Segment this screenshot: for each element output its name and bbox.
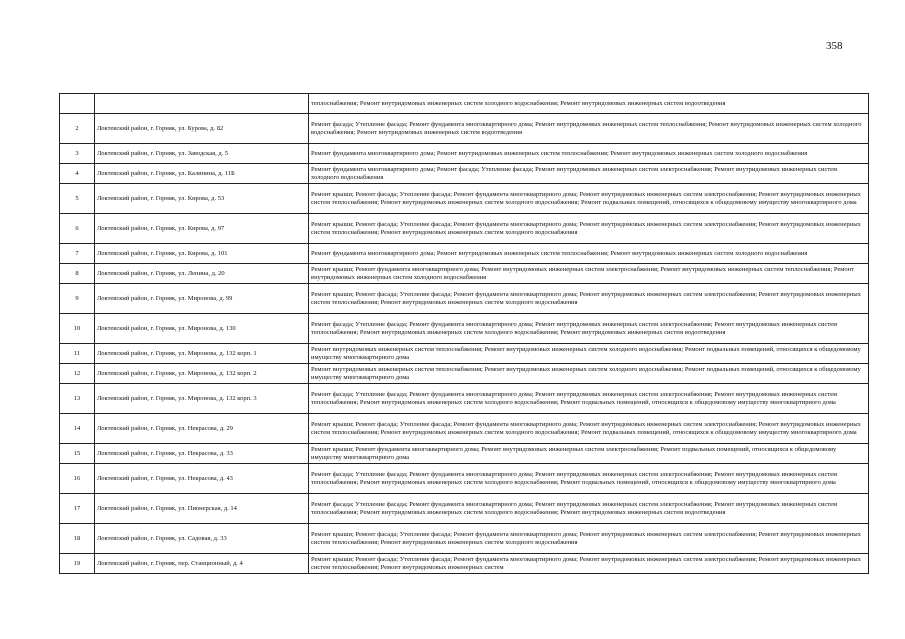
row-works: Ремонт фасада; Утепление фасада; Ремонт фундамента многоквартирного дома; Ремонт внутридомовых инженерных систем электроснабжения; Ремонт внутридомовых инженерных систем теплоснабжения; Ремонт внутридомовых инженерных систем холодного водоснабжения; Ремонт внутридомовых инженерных систем водоотведения [309, 494, 869, 524]
row-number: 2 [60, 114, 95, 144]
table-row [60, 314, 869, 344]
row-works: Ремонт крыши; Ремонт фасада; Утепление фасада; Ремонт фундамента многоквартирного дома; Ремонт внутридомовых инженерных систем электроснабжения; Ремонт внутридомовых инженерных систем теплоснабжения; Ремонт внутридомовых инженерных систем холодного водоснабжения; Ремонт подвальных помещений, относящихся к общедомовому имуществу многоквартирного дома [309, 414, 869, 444]
row-works: Ремонт крыши; Ремонт фасада; Утепление фасада; Ремонт фундамента многоквартирного дома; Ремонт внутридомовых инженерных систем электроснабжения; Ремонт внутридомовых инженерных систем теплоснабжения; Ремонт внутридомовых инженерных систем холодного водоснабжения; Ремонт подвальных помещений, относящихся к общедомовому имуществу многоквартирного дома [309, 184, 869, 214]
row-number: 17 [60, 494, 95, 524]
row-number [60, 94, 95, 114]
row-address: Локтевский район, г. Горняк, ул. Миронова, д. 132 корп. 3 [95, 384, 309, 414]
table-row [60, 164, 869, 184]
row-address: Локтевский район, г. Горняк, ул. Пионерская, д. 14 [95, 494, 309, 524]
row-works: Ремонт крыши; Ремонт фундамента многоквартирного дома; Ремонт внутридомовых инженерных систем электроснабжения; Ремонт подвальных помещений, относящихся к общедомовому имуществу многоквартирного дома [309, 444, 869, 464]
table-row [60, 284, 869, 314]
row-works: Ремонт крыши; Ремонт фасада; Утепление фасада; Ремонт фундамента многоквартирного дома; Ремонт внутридомовых инженерных систем электроснабжения; Ремонт внутридомовых инженерных систем теплоснабжения; Ремонт внутридомовых инженерных систем холодного водоснабжения [309, 214, 869, 244]
row-number: 4 [60, 164, 95, 184]
row-address: Локтевский район, г. Горняк, ул. Миронова, д. 130 [95, 314, 309, 344]
row-address: Локтевский район, г. Горняк, ул. Миронова, д. 132 корп. 2 [95, 364, 309, 384]
row-number: 8 [60, 264, 95, 284]
row-number: 10 [60, 314, 95, 344]
row-address: Локтевский район, г. Горняк, ул. Ленина, д. 20 [95, 264, 309, 284]
row-works: теплоснабжения; Ремонт внутридомовых инженерных систем холодного водоснабжения; Ремонт внутридомовых инженерных систем водоотведения [309, 94, 869, 114]
table-row [60, 444, 869, 464]
row-address: Локтевский район, г. Горняк, пер. Станционный, д. 4 [95, 554, 309, 574]
row-number: 5 [60, 184, 95, 214]
row-works: Ремонт фасада; Утепление фасада; Ремонт фундамента многоквартирного дома; Ремонт внутридомовых инженерных систем электроснабжения; Ремонт внутридомовых инженерных систем теплоснабжения; Ремонт внутридомовых инженерных систем холодного водоснабжения; Ремонт подвальных помещений, относящихся к общедомовому имуществу многоквартирного дома [309, 384, 869, 414]
row-works: Ремонт внутридомовых инженерных систем теплоснабжения; Ремонт внутридомовых инженерных систем холодного водоснабжения; Ремонт подвальных помещений, относящихся к общедомовому имуществу многоквартирного дома [309, 344, 869, 364]
table-row [60, 524, 869, 554]
row-number: 12 [60, 364, 95, 384]
row-works: Ремонт крыши; Ремонт фасада; Утепление фасада; Ремонт фундамента многоквартирного дома; Ремонт внутридомовых инженерных систем электроснабжения; Ремонт внутридомовых инженерных систем теплоснабжения; Ремонт внутридомовых инженерных систем холодного водоснабжения [309, 524, 869, 554]
row-works: Ремонт фасада; Утепление фасада; Ремонт фундамента многоквартирного дома; Ремонт внутридомовых инженерных систем электроснабжения; Ремонт внутридомовых инженерных систем теплоснабжения; Ремонт внутридомовых инженерных систем холодного водоснабжения; Ремонт подвальных помещений, относящихся к общедомовому имуществу многоквартирного дома [309, 464, 869, 494]
table-row [60, 384, 869, 414]
row-address: Локтевский район, г. Горняк, ул. Миронова, д. 99 [95, 284, 309, 314]
row-number: 18 [60, 524, 95, 554]
row-works: Ремонт фундамента многоквартирного дома; Ремонт внутридомовых инженерных систем теплоснабжения; Ремонт внутридомовых инженерных систем холодного водоснабжения [309, 144, 869, 164]
row-number: 15 [60, 444, 95, 464]
row-works: Ремонт крыши; Ремонт фундамента многоквартирного дома; Ремонт внутридомовых инженерных систем электроснабжения; Ремонт внутридомовых инженерных систем теплоснабжения; Ремонт внутридомовых инженерных систем холодного водоснабжения [309, 264, 869, 284]
row-number: 7 [60, 244, 95, 264]
row-address: Локтевский район, г. Горняк, ул. Кирова, д. 101 [95, 244, 309, 264]
table-row [60, 94, 869, 114]
table-row [60, 344, 869, 364]
row-number: 9 [60, 284, 95, 314]
table-row [60, 414, 869, 444]
table-row [60, 214, 869, 244]
row-works: Ремонт фундамента многоквартирного дома; Ремонт фасада; Утепление фасада; Ремонт внутридомовых инженерных систем электроснабжения; Ремонт внутридомовых инженерных систем холодного водоснабжения [309, 164, 869, 184]
table-row [60, 554, 869, 574]
row-works: Ремонт фасада; Утепление фасада; Ремонт фундамента многоквартирного дома; Ремонт внутридомовых инженерных систем теплоснабжения; Ремонт внутридомовых инженерных систем холодного водоснабжения; Ремонт внутридомовых инженерных систем водоотведения [309, 114, 869, 144]
table-row [60, 264, 869, 284]
page-number: 358 [826, 40, 843, 52]
row-works: Ремонт крыши; Ремонт фасада; Утепление фасада; Ремонт фундамента многоквартирного дома; Ремонт внутридомовых инженерных систем электроснабжения; Ремонт внутридомовых инженерных систем теплоснабжения; Ремонт внутридомовых инженерных систем холодного водоснабжения [309, 284, 869, 314]
row-number: 13 [60, 384, 95, 414]
row-works: Ремонт фундамента многоквартирного дома; Ремонт внутридомовых инженерных систем теплоснабжения; Ремонт внутридомовых инженерных систем холодного водоснабжения [309, 244, 869, 264]
row-works: Ремонт крыши; Ремонт фасада; Утепление фасада; Ремонт фундамента многоквартирного дома; Ремонт внутридомовых инженерных систем электроснабжения; Ремонт внутридомовых инженерных систем теплоснабжения; Ремонт внутридомовых инженерных систем [309, 554, 869, 574]
row-address: Локтевский район, г. Горняк, ул. Некрасова, д. 33 [95, 444, 309, 464]
table-row [60, 494, 869, 524]
table-row [60, 114, 869, 144]
table-row [60, 184, 869, 214]
row-address: Локтевский район, г. Горняк, ул. Садовая, д. 33 [95, 524, 309, 554]
row-address: Локтевский район, г. Горняк, ул. Некрасова, д. 29 [95, 414, 309, 444]
row-number: 11 [60, 344, 95, 364]
row-number: 3 [60, 144, 95, 164]
works-table [59, 93, 869, 574]
row-works: Ремонт фасада; Утепление фасада; Ремонт фундамента многоквартирного дома; Ремонт внутридомовых инженерных систем электроснабжения; Ремонт внутридомовых инженерных систем теплоснабжения; Ремонт внутридомовых инженерных систем холодного водоснабжения; Ремонт внутридомовых инженерных систем водоотведения [309, 314, 869, 344]
works-table-body [60, 94, 869, 574]
row-works: Ремонт внутридомовых инженерных систем теплоснабжения; Ремонт внутридомовых инженерных систем холодного водоснабжения; Ремонт подвальных помещений, относящихся к общедомовому имуществу многоквартирного дома [309, 364, 869, 384]
row-number: 16 [60, 464, 95, 494]
table-row [60, 464, 869, 494]
row-address: Локтевский район, г. Горняк, ул. Кирова, д. 97 [95, 214, 309, 244]
row-address: Локтевский район, г. Горняк, ул. Калинина, д. 11Б [95, 164, 309, 184]
row-address: Локтевский район, г. Горняк, ул. Кирова, д. 53 [95, 184, 309, 214]
row-address: Локтевский район, г. Горняк, ул. Бурова, д. 82 [95, 114, 309, 144]
table-row [60, 244, 869, 264]
row-address [95, 94, 309, 114]
row-number: 14 [60, 414, 95, 444]
row-address: Локтевский район, г. Горняк, ул. Некрасова, д. 43 [95, 464, 309, 494]
row-number: 19 [60, 554, 95, 574]
table-row [60, 144, 869, 164]
table-row [60, 364, 869, 384]
row-number: 6 [60, 214, 95, 244]
row-address: Локтевский район, г. Горняк, ул. Миронова, д. 132 корп. 1 [95, 344, 309, 364]
row-address: Локтевский район, г. Горняк, ул. Заводская, д. 5 [95, 144, 309, 164]
